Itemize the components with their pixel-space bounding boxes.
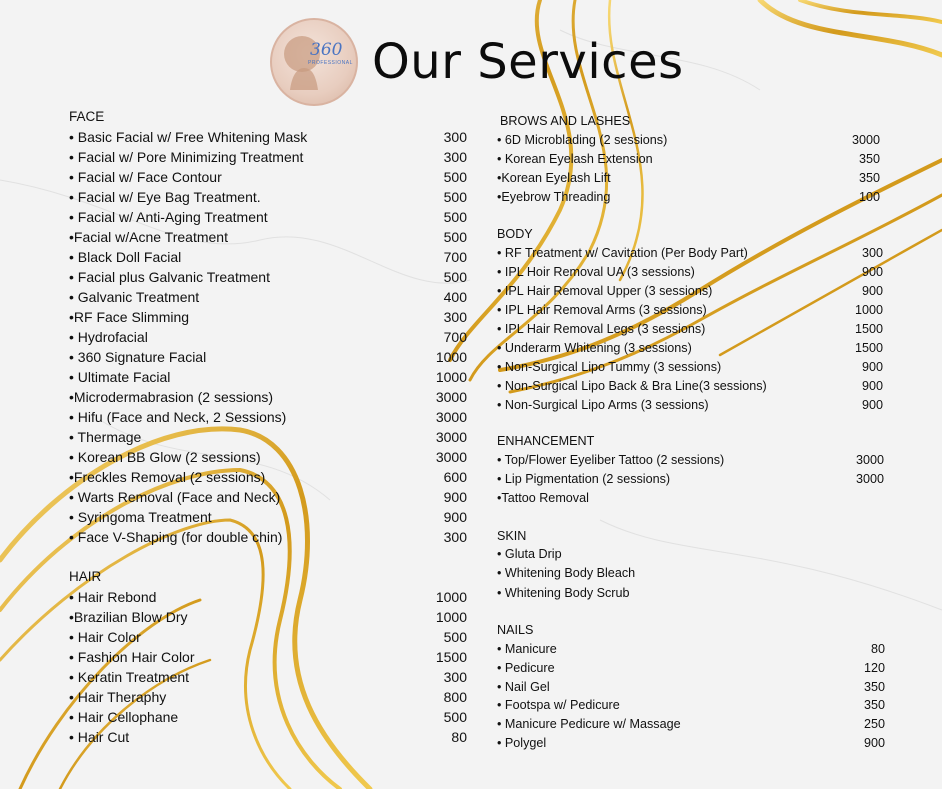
service-price: 80 <box>451 729 467 745</box>
service-row <box>497 661 885 681</box>
service-name: • Hydrofacial <box>69 329 148 345</box>
service-price: 300 <box>443 529 467 545</box>
service-name: • Whitening Body Bleach <box>497 566 636 581</box>
service-price: 1000 <box>854 303 883 317</box>
service-name: • Korean Eyelash Extension <box>497 152 653 166</box>
service-name: • Warts Removal (Face and Neck) <box>69 489 281 505</box>
service-name: • Facial w/ Pore Minimizing Treatment <box>69 149 304 165</box>
service-name: • Hifu (Face and Neck, 2 Sessions) <box>69 409 287 425</box>
service-row <box>69 469 467 489</box>
service-price: 350 <box>863 698 885 713</box>
service-price: 500 <box>443 269 467 285</box>
service-price: 1500 <box>435 649 467 665</box>
logo-text: 360 <box>310 40 343 60</box>
service-name: • Keratin Treatment <box>69 669 190 685</box>
service-price: 900 <box>443 509 467 525</box>
service-row <box>497 190 880 210</box>
service-row <box>69 289 467 309</box>
service-name: • Hair Cut <box>69 729 130 745</box>
service-name: • IPL Hair Removal Arms (3 sessions) <box>497 303 707 317</box>
service-row <box>69 329 467 349</box>
service-price: 350 <box>858 171 880 185</box>
service-row <box>69 509 467 529</box>
service-name: • Facial w/ Eye Bag Treatment. <box>69 189 261 205</box>
service-row <box>69 169 467 189</box>
service-name: •Korean Eyelash Lift <box>497 171 611 185</box>
section-heading-enhancement: ENHANCEMENT <box>497 434 595 448</box>
service-name: • Lip Pigmentation (2 sessions) <box>497 472 671 486</box>
service-price: 3000 <box>855 453 884 467</box>
service-row <box>497 171 880 191</box>
service-row <box>497 265 883 285</box>
service-row <box>69 129 467 149</box>
service-price: 100 <box>858 190 880 204</box>
service-row <box>69 429 467 449</box>
service-name: •Facial w/Acne Treatment <box>69 229 228 245</box>
service-row <box>69 589 467 609</box>
service-price: 500 <box>443 209 467 225</box>
service-row <box>69 249 467 269</box>
service-name: • RF Treatment w/ Cavitation (Per Body Part) <box>497 246 748 260</box>
service-name: •Tattoo Removal <box>497 491 589 505</box>
service-row <box>69 149 467 169</box>
service-row <box>69 529 467 549</box>
service-price: 3000 <box>855 472 884 486</box>
service-name: • Facial plus Galvanic Treatment <box>69 269 270 285</box>
service-name: • Fashion Hair Color <box>69 649 195 665</box>
service-price: 800 <box>443 689 467 705</box>
service-price: 300 <box>443 309 467 325</box>
service-price: 500 <box>443 229 467 245</box>
service-name: •Microdermabrasion (2 sessions) <box>69 389 274 405</box>
service-name: • Gluta Drip <box>497 547 562 561</box>
service-name: • Non-Surgical Lipo Back & Bra Line(3 sessions) <box>497 379 767 393</box>
service-price: 500 <box>443 709 467 725</box>
section-heading-skin: SKIN <box>497 529 527 543</box>
service-name: •Freckles Removal (2 sessions) <box>69 469 266 485</box>
service-row <box>69 449 467 469</box>
service-price: 900 <box>861 398 883 412</box>
service-price: 900 <box>861 379 883 393</box>
service-price: 80 <box>870 642 885 656</box>
service-name: • Nail Gel <box>497 679 550 694</box>
service-price: 3000 <box>435 389 467 405</box>
service-row <box>497 398 883 418</box>
service-price: 500 <box>443 169 467 185</box>
service-price: 1500 <box>854 322 883 336</box>
service-row <box>69 229 467 249</box>
service-row <box>497 303 883 323</box>
service-row <box>69 189 467 209</box>
service-price: 3000 <box>435 409 467 425</box>
service-row <box>69 349 467 369</box>
service-price: 250 <box>863 717 885 732</box>
service-price: 300 <box>861 246 883 260</box>
service-row <box>69 489 467 509</box>
service-price: 1000 <box>435 369 467 385</box>
service-price: 3000 <box>435 429 467 445</box>
service-row <box>497 491 884 511</box>
service-name: • Pedicure <box>497 660 555 675</box>
service-row <box>497 566 884 586</box>
service-name: •Eyebrow Threading <box>497 190 611 204</box>
service-name: • Polygel <box>497 736 547 750</box>
service-price: 300 <box>443 669 467 685</box>
service-row <box>69 649 467 669</box>
service-name: • Thermage <box>69 429 142 445</box>
section-heading-face: FACE <box>69 109 105 124</box>
service-price: 1000 <box>435 609 467 625</box>
service-name: •Brazilian Blow Dry <box>69 609 188 625</box>
service-name: • Manicure <box>497 642 557 656</box>
service-name: • Basic Facial w/ Free Whitening Mask <box>69 129 308 145</box>
service-row <box>69 689 467 709</box>
brand-logo <box>270 18 358 106</box>
service-price: 600 <box>443 469 467 485</box>
service-name: • Manicure Pedicure w/ Massage <box>497 717 681 732</box>
section-heading-body: BODY <box>497 227 533 241</box>
service-price: 3000 <box>435 449 467 465</box>
service-name: • Galvanic Treatment <box>69 289 200 305</box>
service-name: • IPL Hoir Removal UA (3 sessions) <box>497 265 695 279</box>
service-price: 300 <box>443 149 467 165</box>
service-row <box>69 709 467 729</box>
service-name: • Facial w/ Anti-Aging Treatment <box>69 209 268 225</box>
service-row <box>497 547 884 567</box>
service-price: 900 <box>443 489 467 505</box>
service-price: 1000 <box>435 349 467 365</box>
service-name: • Underarm Whitening (3 sessions) <box>497 341 692 355</box>
service-name: • IPL Hair Removal Upper (3 sessions) <box>497 284 713 298</box>
service-row <box>69 269 467 289</box>
section-heading-brows: BROWS AND LASHES <box>500 114 631 128</box>
service-row <box>69 609 467 629</box>
service-price: 400 <box>443 289 467 305</box>
service-name: • Syringoma Treatment <box>69 509 212 525</box>
service-row <box>69 669 467 689</box>
service-row <box>497 642 885 662</box>
service-name: • Ultimate Facial <box>69 369 171 385</box>
service-name: • Black Doll Facial <box>69 249 182 265</box>
service-price: 500 <box>443 189 467 205</box>
service-name: •RF Face Slimming <box>69 309 190 325</box>
service-row <box>497 341 883 361</box>
service-price: 350 <box>858 152 880 166</box>
service-row <box>497 322 883 342</box>
service-name: • Hair Cellophane <box>69 709 179 725</box>
service-name: • Footspa w/ Pedicure <box>497 698 620 713</box>
service-row <box>497 586 884 606</box>
service-price: 900 <box>863 736 885 750</box>
service-price: 700 <box>443 249 467 265</box>
service-row <box>497 736 885 756</box>
service-row <box>69 729 467 749</box>
service-price: 350 <box>863 679 885 694</box>
service-name: • Non-Surgical Lipo Tummy (3 sessions) <box>497 360 722 374</box>
service-row <box>497 379 883 399</box>
service-row <box>69 389 467 409</box>
service-row <box>69 409 467 429</box>
service-name: • 360 Signature Facial <box>69 349 207 365</box>
section-heading-hair: HAIR <box>69 569 102 584</box>
service-name: • Hair Color <box>69 629 141 645</box>
service-name: • Hair Rebond <box>69 589 157 605</box>
service-row <box>497 472 884 492</box>
service-price: 300 <box>443 129 467 145</box>
service-name: • Face V-Shaping (for double chin) <box>69 529 283 545</box>
logo-subtext: PROFESSIONAL <box>308 60 353 66</box>
service-row <box>497 246 883 266</box>
service-name: • Top/Flower Eyeliber Tattoo (2 sessions) <box>497 453 725 467</box>
service-name: • Non-Surgical Lipo Arms (3 sessions) <box>497 398 709 412</box>
page-title: Our Services <box>372 34 684 90</box>
service-name: • 6D Microblading (2 sessions) <box>497 133 668 147</box>
service-row <box>497 133 880 153</box>
service-row <box>69 209 467 229</box>
service-price: 900 <box>861 360 883 374</box>
service-row <box>69 369 467 389</box>
service-row <box>497 360 883 380</box>
service-row <box>497 453 884 473</box>
service-name: • IPL Hair Removal Legs (3 sessions) <box>497 322 706 336</box>
service-row <box>497 717 885 737</box>
service-price: 3000 <box>851 133 880 147</box>
service-name: • Whitening Body Scrub <box>497 585 630 600</box>
section-heading-nails: NAILS <box>497 623 534 637</box>
service-price: 500 <box>443 629 467 645</box>
service-name: • Facial w/ Face Contour <box>69 169 222 185</box>
service-row <box>497 152 880 172</box>
service-name: • Korean BB Glow (2 sessions) <box>69 449 261 465</box>
service-price: 700 <box>443 329 467 345</box>
service-price: 900 <box>861 284 883 298</box>
service-price: 120 <box>863 660 885 675</box>
service-row <box>497 698 885 718</box>
service-row <box>69 309 467 329</box>
service-row <box>69 629 467 649</box>
service-price: 1000 <box>435 589 467 605</box>
service-price: 900 <box>861 265 883 279</box>
service-price: 1500 <box>854 341 883 355</box>
service-row <box>497 680 885 700</box>
service-name: • Hair Theraphy <box>69 689 167 705</box>
service-row <box>497 284 883 304</box>
